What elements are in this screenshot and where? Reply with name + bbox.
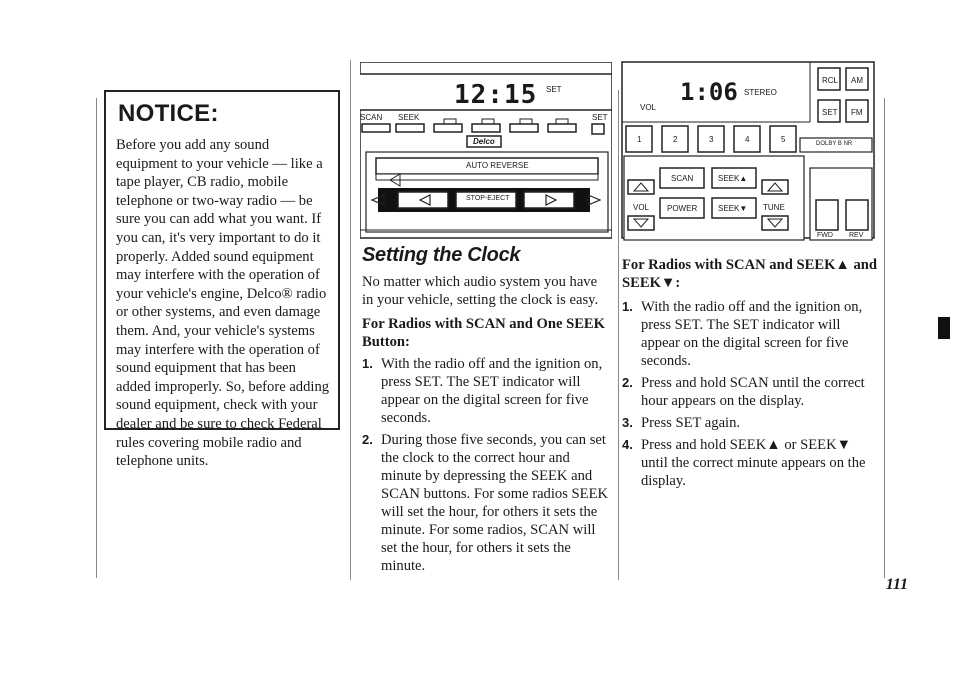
dual-seek-subheading: For Radios with SCAN and SEEK▲ and SEEK▼: (622, 257, 878, 291)
radio1-seek-label: SEEK (398, 113, 420, 122)
list-item: 1. With the radio off and the ignition on, press SET. The SET indicator will appear on the digital screen for five seconds. (622, 299, 863, 369)
page-number: 111 (885, 576, 908, 593)
fm-button[interactable]: FM (851, 108, 863, 117)
preset-4-button[interactable]: 4 (745, 135, 750, 144)
single-seek-steps (362, 355, 612, 575)
radio1-scan-label: SCAN (360, 113, 383, 122)
preset-5-button[interactable]: 5 (781, 135, 786, 144)
section-tab-marker (938, 317, 950, 339)
radio2-stereo-indicator: STEREO (744, 88, 777, 97)
preset-1-button[interactable]: 1 (637, 135, 642, 144)
dual-seek-steps (622, 298, 878, 490)
radio-illustration-dual-seek (620, 60, 876, 244)
preset-2-button[interactable]: 2 (673, 135, 678, 144)
single-seek-subheading: For Radios with SCAN and One SEEK Button: (362, 316, 606, 350)
notice-text: Before you add any sound equipment to your vehicle — like a tape player, CB radio, mobile telephone or two-way radio — be sure you can add what you want. If you can, it's very important to do it properly. Added sound equipment may interfere with the operation of your vehicle's engine, Delco® radio or other systems, and even damage them. And, your vehicle's systems may interfere with the operation of sound equipment that has been added improperly. So, before adding sound equipment, check with your dealer and be sure to check Federal rules covering mobile radio and telephone units. (116, 137, 330, 470)
right-rule (618, 90, 619, 580)
seek-up-button[interactable]: SEEK▲ (718, 174, 748, 183)
list-item: 2. Press and hold SCAN until the correct hour appears on the display. (622, 375, 865, 409)
far-right-rule (884, 98, 885, 578)
radio1-brand-logo: Delco (473, 137, 495, 146)
set-button[interactable]: SET (822, 108, 838, 117)
seek-down-button[interactable]: SEEK▼ (718, 204, 748, 213)
right-column (622, 256, 878, 494)
radio2-vol-indicator: VOL (640, 103, 657, 112)
middle-rule (350, 60, 351, 580)
list-item: 3. Press SET again. (622, 415, 741, 431)
notice-title: NOTICE: (118, 100, 219, 127)
left-rule (96, 98, 97, 578)
intro-paragraph: No matter which audio system you have in your vehicle, setting the clock is easy. (362, 274, 599, 308)
vol-label: VOL (633, 203, 650, 212)
rcl-button[interactable]: RCL (822, 76, 839, 85)
radio1-set-label: SET (592, 113, 608, 122)
radio1-stop-eject: STOP-EJECT (466, 195, 510, 202)
radio-illustration-single-seek (360, 62, 612, 242)
dolby-label: DOLBY B NR (816, 141, 853, 147)
notice-box (104, 90, 340, 470)
list-item: 4. Press and hold SEEK▲ or SEEK▼ until the correct minute appears on the display. (622, 437, 866, 489)
list-item: 1. With the radio off and the ignition on, press SET. The SET indicator will appear on the digital screen for five seconds. (362, 356, 603, 426)
fwd-button[interactable]: FWD (817, 232, 833, 239)
scan-button[interactable]: SCAN (671, 174, 694, 183)
rev-button[interactable]: REV (849, 232, 864, 239)
am-button[interactable]: AM (851, 76, 863, 85)
radio1-auto-reverse: AUTO REVERSE (466, 161, 529, 170)
middle-column (362, 244, 612, 579)
radio2-clock-display: 1:06 (680, 78, 738, 106)
radio1-clock-display: 12:15 (454, 80, 538, 110)
tune-label: TUNE (763, 203, 785, 212)
list-item: 2. During those five seconds, you can set the clock to the correct hour and minute by depressing the SEEK and SCAN buttons. For some radios SEEK will set the hour, for others it sets the minute. For some radios, SCAN will set the hour, for others it sets the minute. (362, 432, 609, 574)
section-heading: Setting the Clock (362, 244, 521, 266)
preset-3-button[interactable]: 3 (709, 135, 714, 144)
radio1-set-indicator: SET (546, 85, 562, 94)
power-button[interactable]: POWER (667, 204, 698, 213)
